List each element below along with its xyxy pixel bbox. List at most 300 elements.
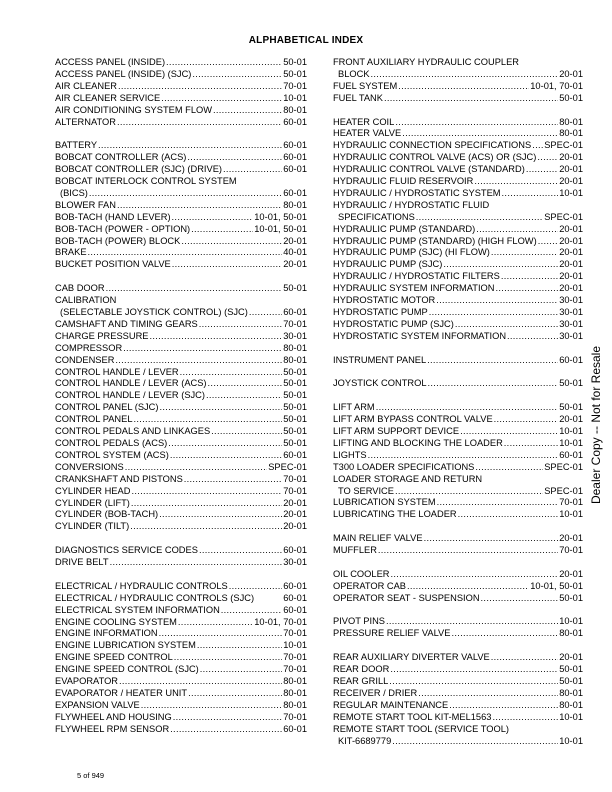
dot-leader bbox=[159, 509, 282, 521]
index-entry bbox=[333, 414, 583, 426]
index-entry bbox=[333, 81, 583, 93]
entry-page-ref: 20-01 bbox=[283, 497, 307, 508]
entry-page-ref: 10-01 bbox=[559, 187, 583, 198]
entry-page-ref: 80-01 bbox=[283, 104, 307, 115]
entry-page-ref: 70-01 bbox=[283, 80, 307, 91]
dot-leader bbox=[172, 212, 254, 224]
group-spacer bbox=[333, 557, 583, 569]
entry-page-ref: 50-01 bbox=[283, 390, 307, 401]
dot-leader bbox=[501, 271, 558, 283]
entry-label: HYDROSTATIC MOTOR bbox=[333, 295, 436, 306]
entry-page-ref: 10-01 bbox=[559, 735, 583, 746]
page-number: 5 of 949 bbox=[77, 771, 105, 780]
index-entry bbox=[55, 164, 307, 176]
dot-leader bbox=[191, 224, 253, 236]
index-entry bbox=[333, 152, 583, 164]
group-spacer bbox=[333, 390, 583, 402]
dot-leader bbox=[197, 640, 282, 652]
dot-leader bbox=[392, 736, 558, 748]
entry-label: ENGINE LUBRICATION SYSTEM bbox=[55, 640, 196, 651]
index-entry bbox=[333, 271, 583, 283]
dot-leader bbox=[200, 664, 282, 676]
dot-leader bbox=[184, 474, 282, 486]
index-entry bbox=[333, 307, 583, 319]
entry-label: INSTRUMENT PANEL bbox=[333, 354, 427, 365]
entry-page-ref: 70-01 bbox=[283, 485, 307, 496]
index-entry bbox=[333, 402, 583, 414]
dot-leader bbox=[451, 628, 558, 640]
entry-page-ref: 10-01, 50-01 bbox=[530, 580, 583, 591]
index-entry-heading: HYDRAULIC / HYDROSTATIC FLUID bbox=[333, 199, 490, 210]
entry-label: HYDRAULIC PUMP (SJC) (HI FLOW) bbox=[333, 247, 490, 258]
entry-page-ref: 60-01 bbox=[283, 164, 307, 175]
dot-leader bbox=[118, 81, 282, 93]
entry-label: HYDROSTATIC SYSTEM INFORMATION bbox=[333, 330, 507, 341]
dot-leader bbox=[174, 652, 282, 664]
entry-page-ref: 70-01 bbox=[283, 664, 307, 675]
index-entry bbox=[333, 700, 583, 712]
index-entry bbox=[333, 426, 583, 438]
index-entry-heading: LOADER STORAGE AND RETURN bbox=[333, 473, 483, 484]
index-entry bbox=[55, 438, 307, 450]
entry-page-ref: 80-01 bbox=[559, 128, 583, 139]
entry-label: OIL COOLER bbox=[333, 568, 390, 579]
entry-page-ref: 80-01 bbox=[283, 687, 307, 698]
entry-label: KIT-6689779 bbox=[338, 735, 392, 746]
entry-label: HYDRAULIC CONTROL VALVE (ACS) OR (SJC) bbox=[333, 152, 537, 163]
entry-label: REAR AUXILIARY DIVERTER VALVE bbox=[333, 652, 490, 663]
entry-page-ref: 20-01 bbox=[559, 652, 583, 663]
index-entry bbox=[333, 259, 583, 271]
group-spacer bbox=[333, 640, 583, 652]
dot-leader bbox=[180, 367, 283, 379]
entry-label: (BICS) bbox=[60, 187, 88, 198]
entry-page-ref: 60-01 bbox=[283, 592, 307, 603]
index-entry bbox=[55, 581, 307, 593]
entry-label: HEATER VALVE bbox=[333, 128, 402, 139]
index-entry bbox=[55, 474, 307, 486]
index-entry bbox=[55, 652, 307, 664]
dot-leader bbox=[229, 581, 283, 593]
entry-page-ref: 50-01 bbox=[559, 378, 583, 389]
entry-label: HEATER COIL bbox=[333, 116, 395, 127]
entry-page-ref: 50-01 bbox=[283, 402, 307, 413]
dot-leader bbox=[123, 343, 282, 355]
dot-leader bbox=[443, 259, 558, 271]
dot-leader bbox=[188, 688, 282, 700]
entry-label: ENGINE INFORMATION bbox=[55, 628, 158, 639]
dot-leader bbox=[390, 664, 558, 676]
index-entry-heading: CALIBRATION bbox=[55, 295, 117, 306]
group-spacer bbox=[333, 343, 583, 355]
index-entry bbox=[55, 402, 307, 414]
index-entry bbox=[55, 498, 307, 510]
entry-label: OPERATOR SEAT - SUSPENSION bbox=[333, 592, 480, 603]
entry-label: HYDRAULIC / HYDROSTATIC FILTERS bbox=[333, 271, 500, 282]
dot-leader bbox=[117, 117, 282, 129]
index-entry bbox=[55, 200, 307, 212]
index-entry bbox=[55, 462, 307, 474]
index-right-column bbox=[333, 57, 583, 747]
index-entry bbox=[55, 628, 307, 640]
index-entry bbox=[55, 521, 307, 533]
index-entry bbox=[55, 390, 307, 402]
entry-page-ref: 10-01 bbox=[559, 616, 583, 627]
entry-page-ref: 70-01 bbox=[283, 473, 307, 484]
entry-page-ref: 20-01 bbox=[559, 164, 583, 175]
index-entry bbox=[333, 652, 583, 664]
entry-label: BOBCAT CONTROLLER (ACS) bbox=[55, 152, 187, 163]
entry-label: LIFT ARM SUPPORT DEVICE bbox=[333, 426, 460, 437]
entry-page-ref: 50-01 bbox=[559, 592, 583, 603]
entry-page-ref: 60-01 bbox=[283, 140, 307, 151]
index-entry bbox=[55, 676, 307, 688]
index-entry bbox=[333, 283, 583, 295]
index-entry-heading: REMOTE START TOOL (SERVICE TOOL) bbox=[333, 723, 509, 734]
index-entry bbox=[333, 497, 583, 509]
entry-page-ref: 20-01 bbox=[559, 533, 583, 544]
index-entry bbox=[333, 486, 583, 498]
dot-leader bbox=[208, 378, 283, 390]
entry-page-ref: 80-01 bbox=[559, 116, 583, 127]
entry-label: TO SERVICE bbox=[338, 485, 394, 496]
index-entry bbox=[55, 688, 307, 700]
dot-leader bbox=[384, 93, 558, 105]
index-entry bbox=[333, 688, 583, 700]
index-entry bbox=[55, 414, 307, 426]
entry-page-ref: 10-01, 50-01 bbox=[254, 223, 307, 234]
index-entry bbox=[55, 378, 307, 390]
entry-page-ref: 50-01 bbox=[283, 57, 307, 67]
group-spacer bbox=[55, 569, 307, 581]
dot-leader bbox=[389, 676, 558, 688]
entry-label: SPECIFICATIONS bbox=[338, 211, 415, 222]
entry-page-ref: 70-01 bbox=[283, 318, 307, 329]
entry-page-ref: 70-01 bbox=[283, 628, 307, 639]
index-entry bbox=[333, 664, 583, 676]
entry-label: (SELECTABLE JOYSTICK CONTROL) (SJC) bbox=[60, 307, 248, 317]
dot-leader bbox=[427, 355, 558, 367]
dot-leader bbox=[449, 700, 558, 712]
dot-leader bbox=[192, 69, 282, 81]
entry-page-ref: 70-01 bbox=[559, 497, 583, 508]
entry-label: EXPANSION VALVE bbox=[55, 699, 140, 710]
entry-label: HYDRAULIC PUMP (STANDARD) bbox=[333, 223, 476, 234]
dot-leader bbox=[455, 319, 558, 331]
index-entry bbox=[55, 188, 307, 200]
entry-page-ref: 60-01 bbox=[283, 152, 307, 163]
index-entry bbox=[333, 188, 583, 200]
dot-leader bbox=[89, 188, 282, 200]
entry-label: ELECTRICAL SYSTEM INFORMATION bbox=[55, 604, 220, 615]
entry-label: CONTROL PANEL (SJC) bbox=[55, 402, 159, 413]
index-entry bbox=[55, 319, 307, 331]
index-entry bbox=[55, 712, 307, 724]
index-entry-heading: FRONT AUXILIARY HYDRAULIC COUPLER bbox=[333, 57, 519, 67]
entry-page-ref: 40-01 bbox=[283, 247, 307, 258]
entry-label: HYDRAULIC / HYDROSTATIC SYSTEM bbox=[333, 187, 501, 198]
dot-leader bbox=[458, 509, 559, 521]
dot-leader bbox=[428, 378, 559, 390]
dot-leader bbox=[475, 462, 543, 474]
index-entry bbox=[55, 236, 307, 248]
entry-page-ref: 50-01 bbox=[559, 664, 583, 675]
entry-page-ref: 80-01 bbox=[559, 687, 583, 698]
dot-leader bbox=[172, 259, 282, 271]
entry-label: CONDENSER bbox=[55, 354, 115, 365]
index-entry bbox=[55, 117, 307, 129]
entry-label: MUFFLER bbox=[333, 545, 377, 556]
entry-label: LIGHTS bbox=[333, 449, 367, 460]
entry-page-ref: 60-01 bbox=[283, 449, 307, 460]
index-entry bbox=[333, 212, 583, 224]
entry-page-ref: 20-01 bbox=[559, 414, 583, 425]
entry-page-ref: 30-01 bbox=[559, 318, 583, 329]
dot-leader bbox=[376, 402, 559, 414]
entry-label: CYLINDER (TILT) bbox=[55, 521, 130, 532]
dot-leader bbox=[199, 545, 282, 557]
index-entry bbox=[333, 628, 583, 640]
index-entry bbox=[333, 164, 583, 176]
entry-label: CYLINDER (BOB-TACH) bbox=[55, 509, 159, 520]
dot-leader bbox=[159, 402, 282, 414]
entry-label: REGULAR MAINTENANCE bbox=[333, 699, 449, 710]
entry-label: CAMSHAFT AND TIMING GEARS bbox=[55, 318, 198, 329]
dot-leader bbox=[502, 188, 559, 200]
index-entry bbox=[55, 307, 307, 319]
entry-page-ref: 80-01 bbox=[559, 628, 583, 639]
entry-page-ref: 50-01 bbox=[283, 378, 307, 389]
dot-leader bbox=[206, 390, 282, 402]
entry-label: CONVERSIONS bbox=[55, 461, 124, 472]
entry-page-ref: 50-01 bbox=[283, 366, 307, 377]
dot-leader bbox=[437, 497, 559, 509]
index-entry bbox=[55, 152, 307, 164]
dot-leader bbox=[106, 283, 283, 295]
entry-page-ref: 60-01 bbox=[559, 354, 583, 365]
index-entry bbox=[55, 593, 307, 605]
entry-label: CYLINDER (LIFT) bbox=[55, 497, 130, 508]
entry-label: JOYSTICK CONTROL bbox=[333, 378, 427, 389]
entry-label: BATTERY bbox=[55, 140, 98, 151]
entry-label: CRANKSHAFT AND PISTONS bbox=[55, 473, 183, 484]
index-entry bbox=[55, 57, 307, 69]
index-entry bbox=[333, 545, 583, 557]
entry-page-ref: 20-01 bbox=[559, 247, 583, 258]
entry-label: ALTERNATOR bbox=[55, 116, 116, 127]
entry-label: CONTROL PEDALS (ACS) bbox=[55, 437, 168, 448]
entry-page-ref: 20-01 bbox=[559, 271, 583, 282]
dot-leader bbox=[532, 140, 543, 152]
dot-leader bbox=[211, 426, 282, 438]
index-entry bbox=[333, 593, 583, 605]
dot-leader bbox=[538, 236, 559, 248]
entry-label: BOBCAT CONTROLLER (SJC) (DRIVE) bbox=[55, 164, 223, 175]
entry-label: LIFT ARM BYPASS CONTROL VALVE bbox=[333, 414, 493, 425]
dot-leader bbox=[170, 450, 282, 462]
dot-leader bbox=[407, 581, 529, 593]
entry-page-ref: 10-01 bbox=[283, 640, 307, 651]
entry-page-ref: 30-01 bbox=[559, 295, 583, 306]
group-spacer bbox=[55, 128, 307, 140]
group-spacer bbox=[333, 105, 583, 117]
index-entry bbox=[55, 450, 307, 462]
dot-leader bbox=[371, 69, 559, 81]
index-entry bbox=[333, 581, 583, 593]
dot-leader bbox=[391, 569, 559, 581]
dot-leader bbox=[159, 628, 283, 640]
index-entry bbox=[333, 450, 583, 462]
entry-label: MAIN RELIEF VALVE bbox=[333, 533, 423, 544]
entry-page-ref: SPEC-01 bbox=[268, 461, 307, 472]
entry-page-ref: 20-01 bbox=[559, 223, 583, 234]
index-entry bbox=[55, 247, 307, 259]
entry-page-ref: 10-01 bbox=[559, 426, 583, 437]
index-entry bbox=[333, 117, 583, 129]
index-entry bbox=[333, 569, 583, 581]
entry-page-ref: 20-01 bbox=[283, 509, 307, 520]
dot-leader bbox=[474, 176, 558, 188]
dot-leader bbox=[249, 307, 282, 319]
dot-leader bbox=[504, 438, 558, 450]
entry-page-ref: 30-01 bbox=[559, 330, 583, 341]
entry-page-ref: 80-01 bbox=[283, 342, 307, 353]
entry-label: LUBRICATING THE LOADER bbox=[333, 509, 457, 520]
dot-leader bbox=[424, 533, 559, 545]
index-entry bbox=[333, 93, 583, 105]
index-entry bbox=[55, 545, 307, 557]
index-entry bbox=[333, 355, 583, 367]
entry-page-ref: 10-01 bbox=[283, 92, 307, 103]
entry-label: PRESSURE RELIEF VALVE bbox=[333, 628, 451, 639]
entry-page-ref: SPEC-01 bbox=[544, 140, 583, 151]
dot-leader bbox=[491, 652, 558, 664]
index-entry bbox=[55, 283, 307, 295]
group-spacer bbox=[333, 521, 583, 533]
entry-label: HYDRAULIC CONNECTION SPECIFICATIONS bbox=[333, 140, 532, 151]
entry-page-ref: 70-01 bbox=[283, 711, 307, 722]
entry-label: DIAGNOSTICS SERVICE CODES bbox=[55, 545, 198, 556]
dot-leader bbox=[507, 331, 558, 343]
index-entry bbox=[55, 640, 307, 652]
entry-label: COMPRESSOR bbox=[55, 342, 123, 353]
index-entry bbox=[55, 355, 307, 367]
entry-page-ref: 60-01 bbox=[283, 307, 307, 317]
index-entry bbox=[333, 712, 583, 724]
dot-leader bbox=[110, 557, 283, 569]
entry-label: ENGINE SPEED CONTROL (SJC) bbox=[55, 664, 199, 675]
dot-leader bbox=[119, 676, 282, 688]
dot-leader bbox=[460, 426, 558, 438]
dot-leader bbox=[402, 128, 558, 140]
dot-leader bbox=[187, 152, 282, 164]
dot-leader bbox=[166, 57, 282, 69]
entry-label: DRIVE BELT bbox=[55, 557, 109, 568]
dot-leader bbox=[378, 545, 558, 557]
index-entry bbox=[55, 343, 307, 355]
entry-label: FLYWHEEL AND HOUSING bbox=[55, 711, 172, 722]
entry-label: BRAKE bbox=[55, 247, 87, 258]
dot-leader bbox=[199, 319, 282, 331]
entry-page-ref: 60-01 bbox=[559, 449, 583, 460]
entry-page-ref: 80-01 bbox=[283, 199, 307, 210]
entry-page-ref: 60-01 bbox=[283, 580, 307, 591]
entry-label: CYLINDER HEAD bbox=[55, 485, 131, 496]
index-entry-heading: BOBCAT INTERLOCK CONTROL SYSTEM bbox=[55, 176, 237, 187]
index-entry bbox=[55, 426, 307, 438]
index-entry bbox=[55, 557, 307, 569]
dot-leader bbox=[117, 200, 282, 212]
dot-leader bbox=[418, 688, 558, 700]
dot-leader bbox=[223, 164, 282, 176]
index-entry bbox=[55, 93, 307, 105]
dot-leader bbox=[161, 93, 282, 105]
dot-leader bbox=[398, 81, 529, 93]
entry-label: ELECTRICAL / HYDRAULIC CONTROLS (SJC) bbox=[55, 592, 255, 603]
entry-page-ref: 10-01, 70-01 bbox=[254, 616, 307, 627]
index-entry bbox=[55, 509, 307, 521]
dot-leader bbox=[496, 283, 559, 295]
entry-label: REMOTE START TOOL KIT-MEL1563 bbox=[333, 711, 492, 722]
entry-page-ref: 50-01 bbox=[283, 426, 307, 437]
dot-leader bbox=[130, 521, 282, 533]
dot-leader bbox=[386, 616, 558, 628]
dot-leader bbox=[395, 486, 543, 498]
entry-label: ACCESS PANEL (INSIDE) (SJC) bbox=[55, 68, 192, 79]
entry-label: CONTROL PEDALS AND LINKAGES bbox=[55, 426, 211, 437]
dot-leader bbox=[178, 617, 253, 629]
entry-label: FUEL TANK bbox=[333, 92, 383, 103]
group-spacer bbox=[333, 367, 583, 379]
index-entry bbox=[333, 69, 583, 81]
entry-page-ref: 30-01 bbox=[559, 307, 583, 318]
index-entry bbox=[55, 105, 307, 117]
entry-page-ref: 50-01 bbox=[283, 283, 307, 294]
group-spacer bbox=[333, 605, 583, 617]
index-entry bbox=[55, 224, 307, 236]
dot-leader bbox=[494, 414, 559, 426]
entry-label: ELECTRICAL / HYDRAULIC CONTROLS bbox=[55, 580, 228, 591]
dot-leader bbox=[416, 212, 543, 224]
entry-label: FUEL SYSTEM bbox=[333, 80, 398, 91]
entry-page-ref: 60-01 bbox=[283, 604, 307, 615]
entry-label: ENGINE SPEED CONTROL bbox=[55, 652, 173, 663]
dot-leader bbox=[173, 712, 282, 724]
dot-leader bbox=[395, 117, 558, 129]
entry-label: T300 LOADER SPECIFICATIONS bbox=[333, 461, 475, 472]
entry-page-ref: 60-01 bbox=[283, 187, 307, 198]
dot-leader bbox=[181, 236, 282, 248]
entry-label: AIR CONDITIONING SYSTEM FLOW bbox=[55, 104, 213, 115]
index-entry bbox=[333, 378, 583, 390]
entry-label: HYDRAULIC FLUID RESERVOIR bbox=[333, 176, 474, 187]
index-entry bbox=[55, 69, 307, 81]
entry-page-ref: 50-01 bbox=[283, 68, 307, 79]
index-entry bbox=[55, 367, 307, 379]
entry-page-ref: 50-01 bbox=[559, 402, 583, 413]
entry-page-ref: 60-01 bbox=[283, 545, 307, 556]
entry-label: ENGINE COOLING SYSTEM bbox=[55, 616, 177, 627]
entry-page-ref: 80-01 bbox=[283, 699, 307, 710]
index-entry bbox=[333, 224, 583, 236]
index-entry bbox=[55, 81, 307, 93]
dot-leader bbox=[131, 486, 282, 498]
dot-leader bbox=[115, 355, 282, 367]
entry-label: CAB DOOR bbox=[55, 283, 105, 294]
entry-page-ref: 20-01 bbox=[283, 235, 307, 246]
index-entry bbox=[333, 128, 583, 140]
entry-page-ref: 60-01 bbox=[283, 723, 307, 734]
